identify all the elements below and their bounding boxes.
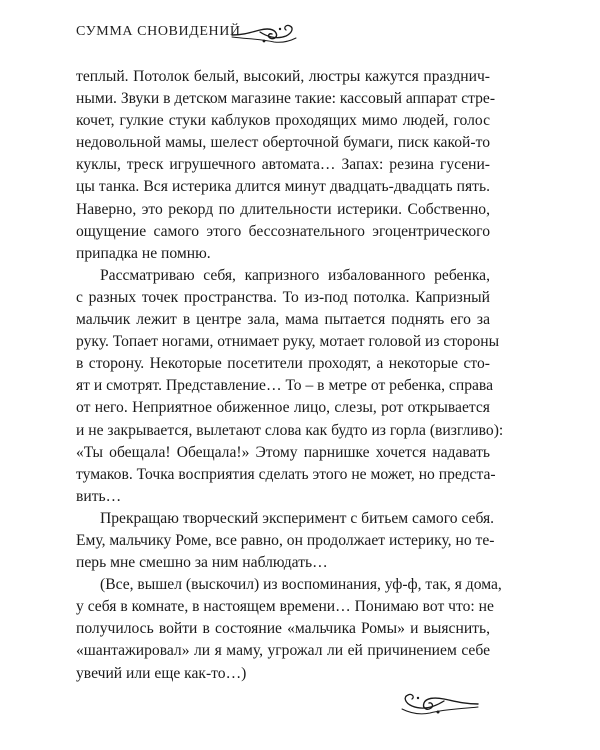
text-line: тумаков. Точка восприятия сделать этого не может, но предста-: [76, 465, 496, 483]
body-text: [76, 66, 504, 685]
paragraph: [76, 574, 502, 684]
text-line: и не закрывается, вылетают слова как будто из горла (визгливо):: [76, 421, 504, 439]
text-line: Наверно, это рекорд по длительности истерики. Собственно,: [76, 200, 490, 218]
paragraph: [76, 508, 495, 574]
text-line: «шантажировал» ли я маму, угрожал ли ей причинением себе: [76, 642, 490, 660]
text-line: мальчик лежит в центре зала, мама пытается поднять его за: [76, 311, 490, 329]
text-line: от него. Неприятное обиженное лицо, слезы, рот открывается: [76, 399, 490, 417]
text-line: кочет, гулкие стуки каблуков проходящих мимо людей, голос: [76, 112, 490, 130]
text-line: руку. Топает ногами, отнимает руку, мотает головой из стороны: [76, 333, 500, 351]
text-line: припадка не помню.: [76, 244, 211, 262]
text-line: у себя в комнате, в настоящем времени… Понимаю вот что: не: [76, 598, 494, 616]
paragraph: [76, 66, 496, 265]
text-line: Прекращаю творческий эксперимент с битьем самого себя.: [100, 509, 495, 527]
text-line: Ему, мальчику Роме, все равно, он продолжает истерику, но те-: [76, 531, 495, 549]
text-line: получилось войти в состояние «мальчика Ромы» и выяснить,: [76, 620, 490, 638]
flourish-ornament-icon: [230, 20, 300, 46]
text-line: Рассматриваю себя, капризного избалованного ребенка,: [100, 266, 490, 284]
text-line: ят и смотрят. Представление… То – в метре от ребенка, справа: [76, 377, 493, 395]
text-line: перь мне смешно за ним наблюдать…: [76, 554, 328, 572]
text-line: в сторону. Некоторые посетители проходят, а некоторые сто-: [76, 355, 490, 373]
text-line: ными. Звуки в детском магазине такие: кассовый аппарат стре-: [76, 90, 496, 108]
text-line: куклы, треск игрушечного автомата… Запах: резина гусени-: [76, 156, 490, 174]
text-line: теплый. Потолок белый, высокий, люстры кажутся празднич-: [76, 68, 490, 85]
text-line: недовольной мамы, шелест оберточной бумаги, писк какой-то: [76, 134, 490, 152]
flourish-ornament-icon: [398, 688, 480, 718]
text-line: увечий или еще как-то…): [76, 664, 247, 682]
text-line: с разных точек пространства. То из-под потолка. Капризный: [76, 288, 490, 306]
text-line: «Ты обещала! Обещала!» Этому парнишке хочется надавать: [76, 443, 490, 461]
text-line: (Все, вышел (выскочил) из воспоминания, уф-ф, так, я дома,: [100, 576, 502, 594]
text-line: вить…: [76, 487, 122, 505]
running-title: СУММА СНОВИДЕНИЙ: [76, 24, 241, 39]
text-line: цы танка. Вся истерика длится минут двадцать-двадцать пять.: [76, 178, 490, 196]
text-line: ощущение самого этого бессознательного эгоцентрического: [76, 222, 490, 240]
paragraph: [76, 265, 504, 508]
